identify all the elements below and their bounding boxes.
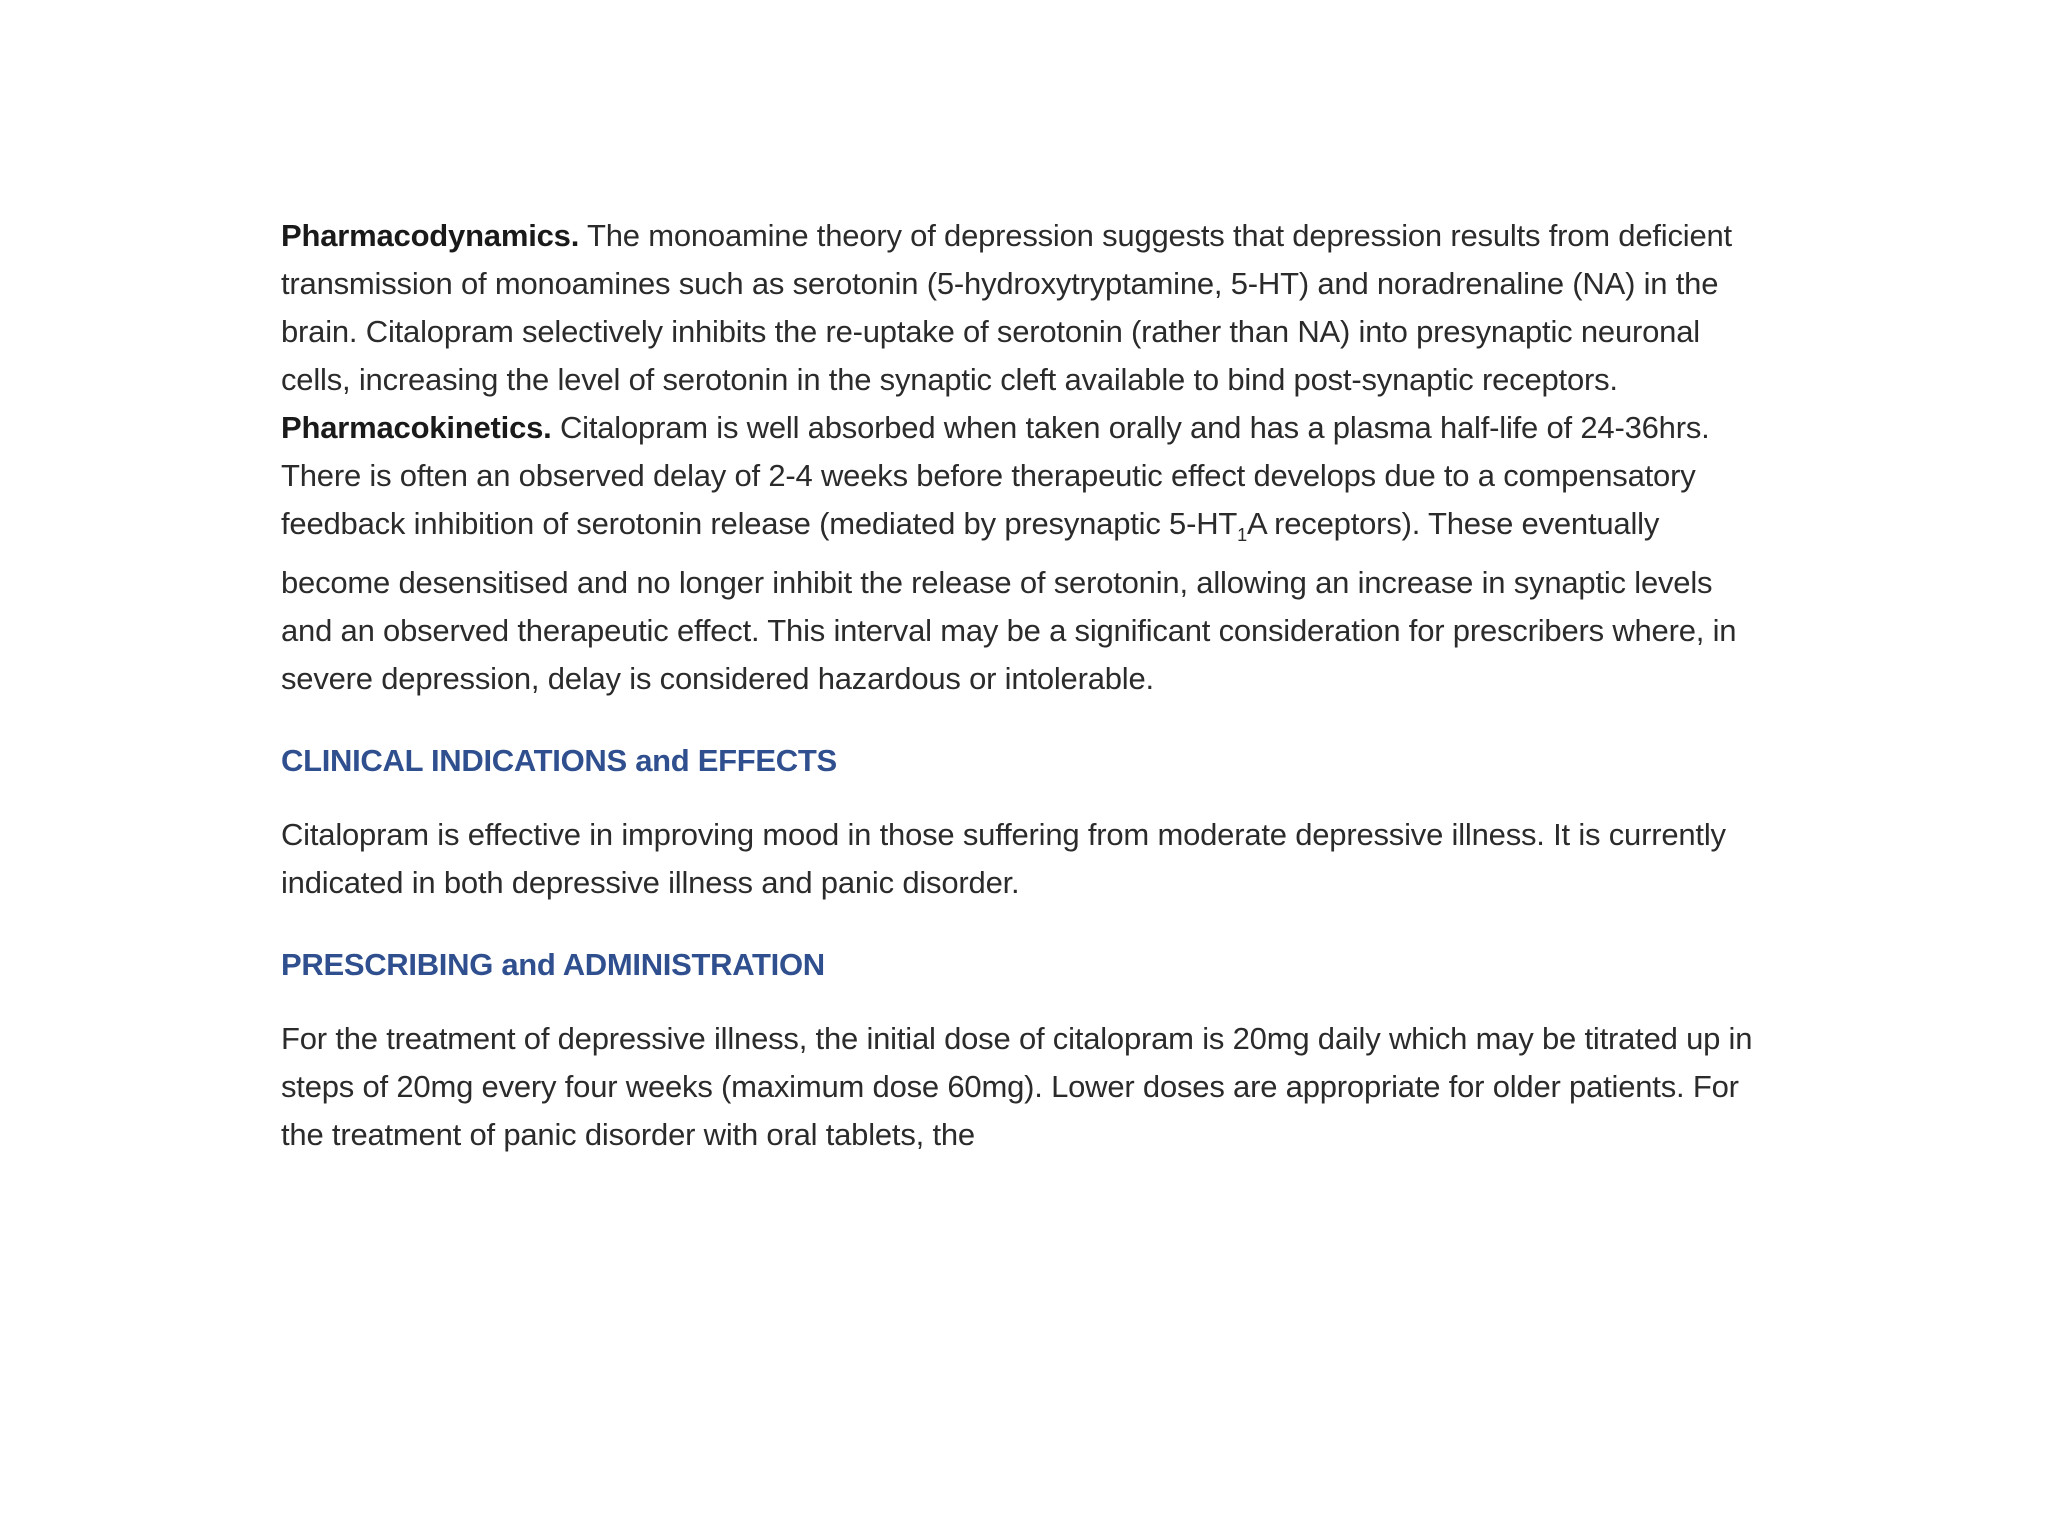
clinical-indications-paragraph: Citalopram is effective in improving mood in those suffering from moderate depressive illness. It is currently indicated in both depressive illness and panic disorder. (281, 817, 1726, 901)
pharmacokinetics-label: Pharmacokinetics. (281, 410, 552, 445)
prescribing-clip (281, 1015, 1761, 1157)
pharmacokinetics-text-after: A receptors). These eventually become desensitised and no longer inhibit the release of serotonin, allowing an increase in synaptic levels and an observed therapeutic effect. This interval may be a significant consideration for prescribers where, in severe depression, delay is considered hazardous or intolerable. (281, 506, 1737, 697)
clinical-indications-heading: CLINICAL INDICATIONS and EFFECTS (281, 743, 837, 779)
prescribing-paragraph: For the treatment of depressive illness, the initial dose of citalopram is 20mg daily which may be titrated up in steps of 20mg every four weeks (maximum dose 60mg). Lower doses are appropriate for older patients. For the treatment of panic disorder with oral tablets, the (281, 1021, 1753, 1153)
pharmacokinetics-text-before: Citalopram is well absorbed when taken orally and has a plasma half-life of 24-36hrs. There is often an observed delay of 2-4 weeks before therapeutic effect develops due to a compensatory feedback inhibition of serotonin release (mediated by presynaptic 5-HT (281, 410, 1710, 541)
prescribing-heading: PRESCRIBING and ADMINISTRATION (281, 947, 825, 983)
pharmacodynamics-text: The monoamine theory of depression suggests that depression results from deficient transmission of monoamines such as serotonin (5-hydroxytryptamine, 5-HT) and noradrenaline (NA) in the brain. Citalopram selectively inhibits the re-uptake of serotonin (rather than NA) into presynaptic neuronal cells, increasing the level of serotonin in the synaptic cleft available to bind post-synaptic receptors. (281, 218, 1732, 397)
pharmacokinetics-subscript: 1 (1237, 525, 1247, 546)
pharmacokinetics-paragraph (281, 404, 1761, 703)
pharmacodynamics-label: Pharmacodynamics. (281, 218, 580, 253)
document-page (281, 212, 1761, 1157)
pharmacodynamics-paragraph (281, 212, 1761, 404)
